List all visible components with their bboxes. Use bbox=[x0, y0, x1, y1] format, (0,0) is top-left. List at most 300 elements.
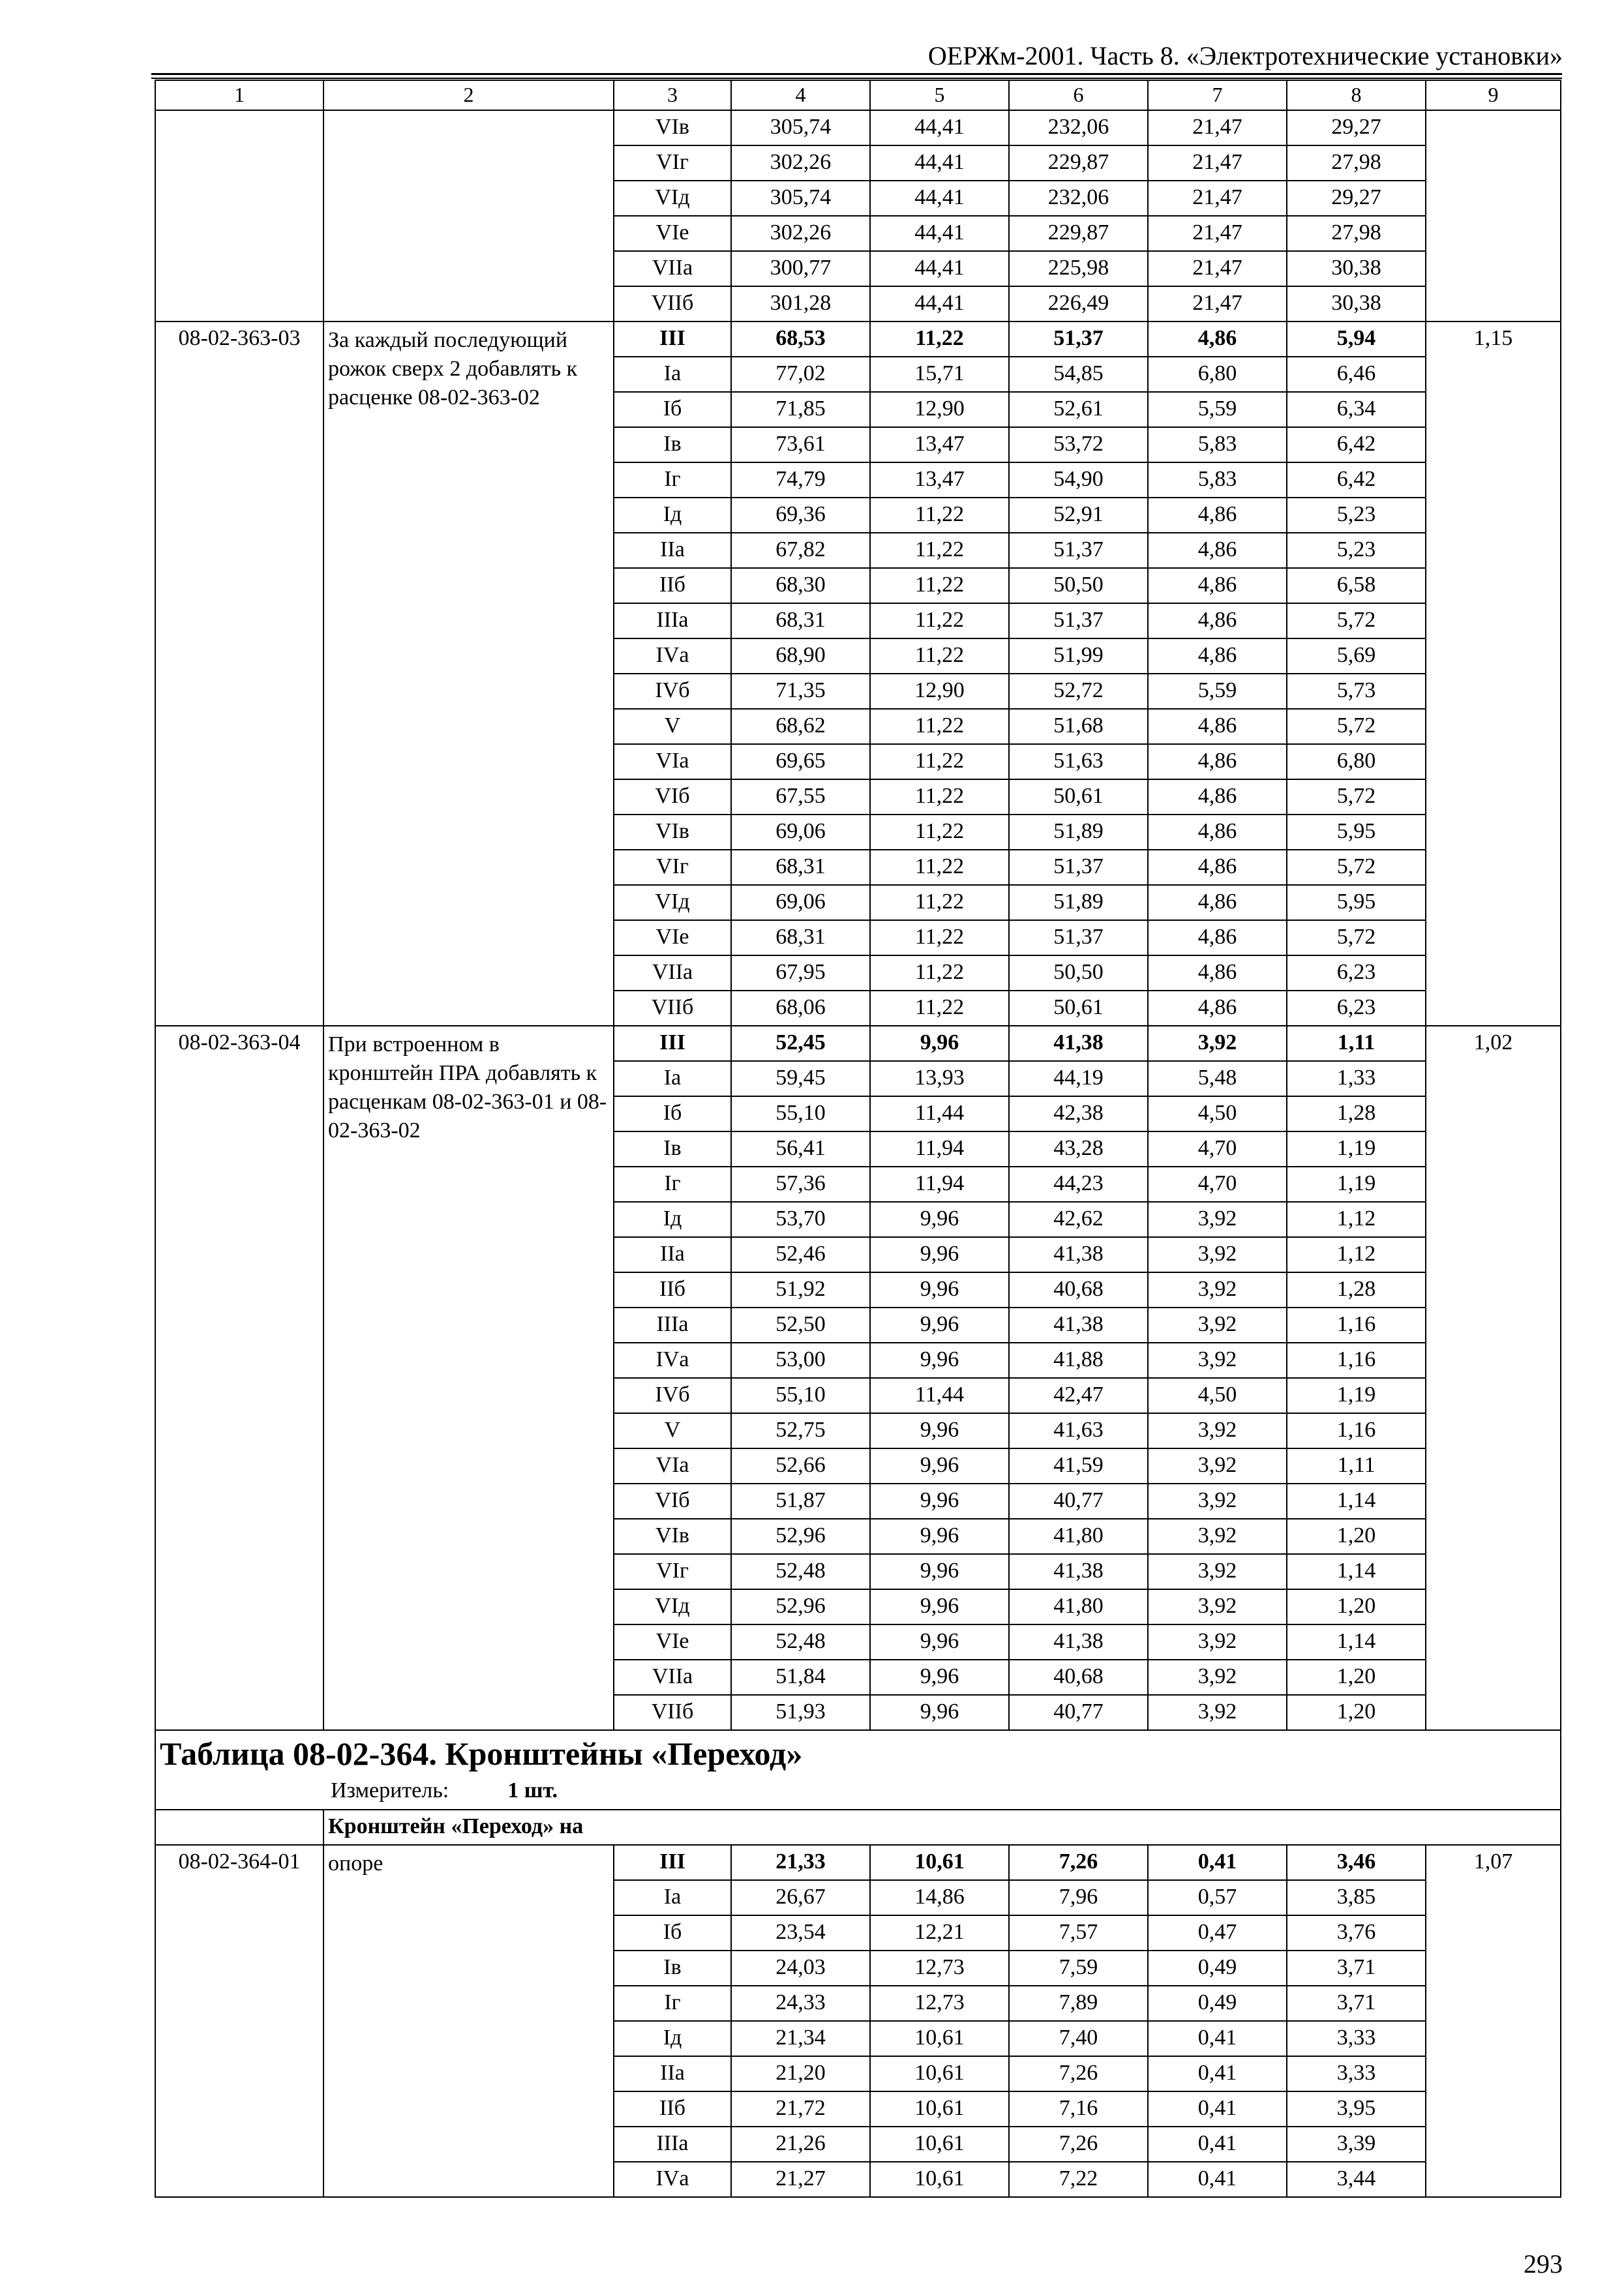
value-cell: 52,50 bbox=[731, 1308, 870, 1343]
value-cell: 3,92 bbox=[1148, 1202, 1287, 1237]
value-cell: 44,41 bbox=[870, 216, 1009, 251]
value-cell: 4,50 bbox=[1148, 1378, 1287, 1413]
value-cell: 59,45 bbox=[731, 1061, 870, 1096]
zone-cell: IIа bbox=[614, 2056, 731, 2091]
value-cell: 56,41 bbox=[731, 1131, 870, 1167]
zone-cell: VIIа bbox=[614, 251, 731, 286]
value-cell: 229,87 bbox=[1009, 216, 1148, 251]
table-row bbox=[155, 1845, 1561, 1880]
value-cell: 3,92 bbox=[1148, 1589, 1287, 1624]
value-cell: 42,38 bbox=[1009, 1096, 1148, 1131]
value-cell: 0,41 bbox=[1148, 2091, 1287, 2127]
zone-cell: VIа bbox=[614, 744, 731, 779]
value-cell: 55,10 bbox=[731, 1096, 870, 1131]
zone-cell: IIIа bbox=[614, 603, 731, 638]
value-cell: 4,86 bbox=[1148, 638, 1287, 674]
value-cell: 3,39 bbox=[1287, 2127, 1426, 2162]
value-cell: 69,06 bbox=[731, 815, 870, 850]
zone-cell: VIе bbox=[614, 920, 731, 955]
value-cell: 5,83 bbox=[1148, 462, 1287, 498]
zone-cell: IIIа bbox=[614, 1308, 731, 1343]
value-cell: 26,67 bbox=[731, 1880, 870, 1915]
zone-cell: V bbox=[614, 709, 731, 744]
value-cell: 41,80 bbox=[1009, 1519, 1148, 1554]
value-cell: 6,23 bbox=[1287, 991, 1426, 1026]
value-cell: 73,61 bbox=[731, 427, 870, 462]
value-cell: 10,61 bbox=[870, 2056, 1009, 2091]
zone-cell: VIа bbox=[614, 1448, 731, 1484]
value-cell: 44,23 bbox=[1009, 1167, 1148, 1202]
column-number-row bbox=[155, 80, 1561, 110]
value-cell: 41,38 bbox=[1009, 1554, 1148, 1589]
value-cell: 3,92 bbox=[1148, 1519, 1287, 1554]
value-cell: 44,41 bbox=[870, 251, 1009, 286]
value-cell: 3,92 bbox=[1148, 1695, 1287, 1730]
value-cell: 4,86 bbox=[1148, 744, 1287, 779]
value-cell: 9,96 bbox=[870, 1660, 1009, 1695]
value-cell: 5,72 bbox=[1287, 850, 1426, 885]
value-cell: 12,73 bbox=[870, 1986, 1009, 2021]
value-cell: 23,54 bbox=[731, 1915, 870, 1951]
page-number: 293 bbox=[1524, 2249, 1563, 2279]
value-cell: 51,99 bbox=[1009, 638, 1148, 674]
rate-code: 08-02-364-01 bbox=[155, 1845, 323, 2197]
zone-cell: Iа bbox=[614, 357, 731, 392]
value-cell: 52,46 bbox=[731, 1237, 870, 1272]
value-cell: 301,28 bbox=[731, 286, 870, 322]
value-cell: 9,96 bbox=[870, 1554, 1009, 1589]
value-cell: 21,27 bbox=[731, 2162, 870, 2197]
value-cell: 7,16 bbox=[1009, 2091, 1148, 2127]
value-cell: 41,88 bbox=[1009, 1343, 1148, 1378]
value-cell: 3,85 bbox=[1287, 1880, 1426, 1915]
zone-cell: V bbox=[614, 1413, 731, 1448]
value-cell: 10,61 bbox=[870, 2091, 1009, 2127]
value-cell: 302,26 bbox=[731, 145, 870, 181]
value-cell: 54,90 bbox=[1009, 462, 1148, 498]
value-cell: 3,95 bbox=[1287, 2091, 1426, 2127]
value-cell: 3,92 bbox=[1148, 1448, 1287, 1484]
header-rule bbox=[151, 73, 1562, 75]
value-cell: 1,19 bbox=[1287, 1378, 1426, 1413]
value-cell: 3,92 bbox=[1148, 1554, 1287, 1589]
column-number: 8 bbox=[1287, 80, 1426, 110]
value-cell: 3,92 bbox=[1148, 1026, 1287, 1061]
value-cell: 44,41 bbox=[870, 110, 1009, 145]
zone-cell: VIв bbox=[614, 110, 731, 145]
value-cell: 21,72 bbox=[731, 2091, 870, 2127]
value-cell: 6,42 bbox=[1287, 462, 1426, 498]
value-cell: 7,89 bbox=[1009, 1986, 1148, 2021]
zone-cell: VIб bbox=[614, 1484, 731, 1519]
value-cell: 52,66 bbox=[731, 1448, 870, 1484]
value-cell: 41,38 bbox=[1009, 1026, 1148, 1061]
value-cell: 11,22 bbox=[870, 991, 1009, 1026]
value-cell: 6,46 bbox=[1287, 357, 1426, 392]
value-cell: 1,20 bbox=[1287, 1589, 1426, 1624]
zone-cell: VIд bbox=[614, 1589, 731, 1624]
zone-cell: VIIб bbox=[614, 286, 731, 322]
value-cell: 4,70 bbox=[1148, 1167, 1287, 1202]
zone-cell: IVа bbox=[614, 2162, 731, 2197]
value-cell: 21,26 bbox=[731, 2127, 870, 2162]
value-cell: 51,63 bbox=[1009, 744, 1148, 779]
value-cell: 5,94 bbox=[1287, 322, 1426, 357]
zone-cell: Iд bbox=[614, 498, 731, 533]
value-cell: 9,96 bbox=[870, 1519, 1009, 1554]
value-cell: 1,19 bbox=[1287, 1131, 1426, 1167]
value-cell: 51,37 bbox=[1009, 322, 1148, 357]
zone-cell: IIа bbox=[614, 1237, 731, 1272]
value-cell: 5,23 bbox=[1287, 533, 1426, 568]
value-cell: 52,75 bbox=[731, 1413, 870, 1448]
value-cell: 21,47 bbox=[1148, 251, 1287, 286]
value-cell: 67,95 bbox=[731, 955, 870, 991]
value-cell: 11,94 bbox=[870, 1131, 1009, 1167]
value-cell: 68,30 bbox=[731, 568, 870, 603]
value-cell: 1,16 bbox=[1287, 1413, 1426, 1448]
value-cell: 77,02 bbox=[731, 357, 870, 392]
zone-cell: VIг bbox=[614, 850, 731, 885]
value-cell: 4,86 bbox=[1148, 920, 1287, 955]
zone-cell: VIг bbox=[614, 145, 731, 181]
value-cell: 3,76 bbox=[1287, 1915, 1426, 1951]
value-cell: 30,38 bbox=[1287, 286, 1426, 322]
value-cell: 53,72 bbox=[1009, 427, 1148, 462]
zone-cell: Iб bbox=[614, 1915, 731, 1951]
zone-cell: VIд bbox=[614, 885, 731, 920]
zone-cell: III bbox=[614, 322, 731, 357]
value-cell: 9,96 bbox=[870, 1484, 1009, 1519]
value-cell: 9,96 bbox=[870, 1624, 1009, 1660]
value-cell: 68,90 bbox=[731, 638, 870, 674]
value-cell: 74,79 bbox=[731, 462, 870, 498]
value-cell: 4,86 bbox=[1148, 955, 1287, 991]
coefficient-cell: 1,02 bbox=[1426, 1026, 1561, 1730]
zone-cell: VIIа bbox=[614, 955, 731, 991]
zone-cell: Iв bbox=[614, 1951, 731, 1986]
value-cell: 232,06 bbox=[1009, 110, 1148, 145]
subheading: Кронштейн «Переход» на bbox=[323, 1810, 1561, 1845]
value-cell: 11,22 bbox=[870, 885, 1009, 920]
value-cell: 40,68 bbox=[1009, 1660, 1148, 1695]
value-cell: 9,96 bbox=[870, 1343, 1009, 1378]
value-cell: 69,36 bbox=[731, 498, 870, 533]
value-cell: 10,61 bbox=[870, 2127, 1009, 2162]
zone-cell: IIб bbox=[614, 568, 731, 603]
value-cell: 69,65 bbox=[731, 744, 870, 779]
value-cell: 1,28 bbox=[1287, 1272, 1426, 1308]
value-cell: 50,61 bbox=[1009, 779, 1148, 815]
value-cell: 3,92 bbox=[1148, 1413, 1287, 1448]
table-row bbox=[155, 1026, 1561, 1061]
value-cell: 6,42 bbox=[1287, 427, 1426, 462]
value-cell: 12,90 bbox=[870, 674, 1009, 709]
column-number: 6 bbox=[1009, 80, 1148, 110]
value-cell: 21,47 bbox=[1148, 145, 1287, 181]
value-cell: 44,41 bbox=[870, 145, 1009, 181]
value-cell: 52,48 bbox=[731, 1554, 870, 1589]
value-cell: 226,49 bbox=[1009, 286, 1148, 322]
value-cell: 67,55 bbox=[731, 779, 870, 815]
value-cell: 40,77 bbox=[1009, 1484, 1148, 1519]
value-cell: 21,47 bbox=[1148, 286, 1287, 322]
value-cell: 0,47 bbox=[1148, 1915, 1287, 1951]
value-cell: 51,92 bbox=[731, 1272, 870, 1308]
value-cell: 27,98 bbox=[1287, 216, 1426, 251]
value-cell: 305,74 bbox=[731, 181, 870, 216]
value-cell: 4,86 bbox=[1148, 885, 1287, 920]
value-cell: 71,85 bbox=[731, 392, 870, 427]
value-cell: 5,83 bbox=[1148, 427, 1287, 462]
value-cell: 5,95 bbox=[1287, 885, 1426, 920]
value-cell: 12,73 bbox=[870, 1951, 1009, 1986]
zone-cell: VIIб bbox=[614, 1695, 731, 1730]
value-cell: 0,57 bbox=[1148, 1880, 1287, 1915]
value-cell: 24,03 bbox=[731, 1951, 870, 1986]
value-cell: 21,20 bbox=[731, 2056, 870, 2091]
value-cell: 4,86 bbox=[1148, 779, 1287, 815]
value-cell: 41,38 bbox=[1009, 1237, 1148, 1272]
value-cell: 41,80 bbox=[1009, 1589, 1148, 1624]
value-cell: 9,96 bbox=[870, 1448, 1009, 1484]
value-cell: 11,22 bbox=[870, 920, 1009, 955]
value-cell: 13,93 bbox=[870, 1061, 1009, 1096]
rate-code bbox=[155, 110, 323, 322]
value-cell: 225,98 bbox=[1009, 251, 1148, 286]
rate-description: За каждый последующий рожок сверх 2 добавлять к расценке 08-02-363-02 bbox=[323, 322, 614, 1026]
value-cell: 6,80 bbox=[1148, 357, 1287, 392]
zone-cell: VIIа bbox=[614, 1660, 731, 1695]
value-cell: 30,38 bbox=[1287, 251, 1426, 286]
value-cell: 41,59 bbox=[1009, 1448, 1148, 1484]
value-cell: 4,50 bbox=[1148, 1096, 1287, 1131]
column-number: 2 bbox=[323, 80, 614, 110]
value-cell: 5,69 bbox=[1287, 638, 1426, 674]
coefficient-cell bbox=[1426, 110, 1561, 322]
zone-cell: Iг bbox=[614, 1986, 731, 2021]
value-cell: 3,46 bbox=[1287, 1845, 1426, 1880]
value-cell: 3,92 bbox=[1148, 1272, 1287, 1308]
value-cell: 9,96 bbox=[870, 1413, 1009, 1448]
value-cell: 68,62 bbox=[731, 709, 870, 744]
value-cell: 4,70 bbox=[1148, 1131, 1287, 1167]
rate-code: 08-02-363-04 bbox=[155, 1026, 323, 1730]
value-cell: 7,96 bbox=[1009, 1880, 1148, 1915]
value-cell: 54,85 bbox=[1009, 357, 1148, 392]
value-cell: 3,71 bbox=[1287, 1986, 1426, 2021]
zone-cell: Iа bbox=[614, 1061, 731, 1096]
zone-cell: Iб bbox=[614, 1096, 731, 1131]
value-cell: 41,38 bbox=[1009, 1624, 1148, 1660]
value-cell: 9,96 bbox=[870, 1026, 1009, 1061]
value-cell: 69,06 bbox=[731, 885, 870, 920]
value-cell: 5,72 bbox=[1287, 779, 1426, 815]
value-cell: 15,71 bbox=[870, 357, 1009, 392]
value-cell: 229,87 bbox=[1009, 145, 1148, 181]
rate-code: 08-02-363-03 bbox=[155, 322, 323, 1026]
column-number: 1 bbox=[155, 80, 323, 110]
value-cell: 7,57 bbox=[1009, 1915, 1148, 1951]
value-cell: 11,22 bbox=[870, 850, 1009, 885]
value-cell: 6,58 bbox=[1287, 568, 1426, 603]
value-cell: 1,33 bbox=[1287, 1061, 1426, 1096]
value-cell: 5,72 bbox=[1287, 920, 1426, 955]
value-cell: 4,86 bbox=[1148, 603, 1287, 638]
value-cell: 67,82 bbox=[731, 533, 870, 568]
value-cell: 53,70 bbox=[731, 1202, 870, 1237]
value-cell: 50,61 bbox=[1009, 991, 1148, 1026]
rate-description bbox=[323, 110, 614, 322]
value-cell: 7,26 bbox=[1009, 2056, 1148, 2091]
value-cell: 51,68 bbox=[1009, 709, 1148, 744]
value-cell: 1,12 bbox=[1287, 1202, 1426, 1237]
zone-cell: VIе bbox=[614, 1624, 731, 1660]
value-cell: 11,22 bbox=[870, 709, 1009, 744]
zone-cell: Iб bbox=[614, 392, 731, 427]
zone-cell: Iв bbox=[614, 1131, 731, 1167]
column-number: 9 bbox=[1426, 80, 1561, 110]
value-cell: 51,37 bbox=[1009, 533, 1148, 568]
value-cell: 11,22 bbox=[870, 533, 1009, 568]
value-cell: 4,86 bbox=[1148, 498, 1287, 533]
value-cell: 9,96 bbox=[870, 1308, 1009, 1343]
zone-cell: VIв bbox=[614, 815, 731, 850]
zone-cell: VIе bbox=[614, 216, 731, 251]
value-cell: 51,84 bbox=[731, 1660, 870, 1695]
column-number: 4 bbox=[731, 80, 870, 110]
zone-cell: IVб bbox=[614, 1378, 731, 1413]
value-cell: 0,41 bbox=[1148, 2162, 1287, 2197]
value-cell: 11,22 bbox=[870, 815, 1009, 850]
value-cell: 12,21 bbox=[870, 1915, 1009, 1951]
value-cell: 7,40 bbox=[1009, 2021, 1148, 2056]
value-cell: 1,14 bbox=[1287, 1554, 1426, 1589]
value-cell: 11,22 bbox=[870, 603, 1009, 638]
table-title-row bbox=[155, 1730, 1561, 1810]
value-cell: 52,91 bbox=[1009, 498, 1148, 533]
value-cell: 42,47 bbox=[1009, 1378, 1148, 1413]
value-cell: 52,96 bbox=[731, 1589, 870, 1624]
value-cell: 68,31 bbox=[731, 603, 870, 638]
column-number: 5 bbox=[870, 80, 1009, 110]
value-cell: 11,22 bbox=[870, 744, 1009, 779]
value-cell: 9,96 bbox=[870, 1237, 1009, 1272]
value-cell: 1,16 bbox=[1287, 1308, 1426, 1343]
value-cell: 29,27 bbox=[1287, 110, 1426, 145]
value-cell: 1,19 bbox=[1287, 1167, 1426, 1202]
value-cell: 51,37 bbox=[1009, 920, 1148, 955]
value-cell: 52,72 bbox=[1009, 674, 1148, 709]
zone-cell: VIIб bbox=[614, 991, 731, 1026]
value-cell: 4,86 bbox=[1148, 709, 1287, 744]
value-cell: 5,72 bbox=[1287, 709, 1426, 744]
value-cell: 57,36 bbox=[731, 1167, 870, 1202]
value-cell: 6,34 bbox=[1287, 392, 1426, 427]
zone-cell: Iг bbox=[614, 462, 731, 498]
value-cell: 51,89 bbox=[1009, 885, 1148, 920]
value-cell: 40,68 bbox=[1009, 1272, 1148, 1308]
value-cell: 21,47 bbox=[1148, 110, 1287, 145]
value-cell: 55,10 bbox=[731, 1378, 870, 1413]
value-cell: 1,14 bbox=[1287, 1624, 1426, 1660]
zone-cell: IVа bbox=[614, 638, 731, 674]
value-cell: 10,61 bbox=[870, 1845, 1009, 1880]
value-cell: 3,33 bbox=[1287, 2056, 1426, 2091]
running-header: ОЕРЖм-2001. Часть 8. «Электротехнические установки» bbox=[927, 41, 1563, 70]
rate-description: При встроенном в кронштейн ПРА добавлять к расценкам 08-02-363-01 и 08-02-363-02 bbox=[323, 1026, 614, 1730]
value-cell: 21,47 bbox=[1148, 216, 1287, 251]
value-cell: 7,22 bbox=[1009, 2162, 1148, 2197]
header-rule-thin bbox=[151, 78, 1562, 79]
zone-cell: IIа bbox=[614, 533, 731, 568]
table-row bbox=[155, 322, 1561, 357]
value-cell: 68,06 bbox=[731, 991, 870, 1026]
value-cell: 21,33 bbox=[731, 1845, 870, 1880]
value-cell: 5,72 bbox=[1287, 603, 1426, 638]
value-cell: 14,86 bbox=[870, 1880, 1009, 1915]
value-cell: 5,59 bbox=[1148, 674, 1287, 709]
value-cell: 302,26 bbox=[731, 216, 870, 251]
value-cell: 0,41 bbox=[1148, 1845, 1287, 1880]
value-cell: 9,96 bbox=[870, 1272, 1009, 1308]
value-cell: 232,06 bbox=[1009, 181, 1148, 216]
value-cell: 11,94 bbox=[870, 1167, 1009, 1202]
value-cell: 6,80 bbox=[1287, 744, 1426, 779]
value-cell: 3,92 bbox=[1148, 1624, 1287, 1660]
value-cell: 13,47 bbox=[870, 427, 1009, 462]
value-cell: 29,27 bbox=[1287, 181, 1426, 216]
value-cell: 300,77 bbox=[731, 251, 870, 286]
value-cell: 11,44 bbox=[870, 1378, 1009, 1413]
value-cell: 7,26 bbox=[1009, 2127, 1148, 2162]
zone-cell: Iд bbox=[614, 2021, 731, 2056]
zone-cell: IVб bbox=[614, 674, 731, 709]
value-cell: 44,19 bbox=[1009, 1061, 1148, 1096]
value-cell: 5,73 bbox=[1287, 674, 1426, 709]
unit-label: Измеритель: bbox=[331, 1778, 449, 1803]
value-cell: 50,50 bbox=[1009, 568, 1148, 603]
value-cell: 9,96 bbox=[870, 1695, 1009, 1730]
value-cell: 24,33 bbox=[731, 1986, 870, 2021]
column-number: 7 bbox=[1148, 80, 1287, 110]
zone-cell: Iд bbox=[614, 1202, 731, 1237]
value-cell: 44,41 bbox=[870, 286, 1009, 322]
value-cell: 51,89 bbox=[1009, 815, 1148, 850]
coefficient-cell: 1,15 bbox=[1426, 322, 1561, 1026]
value-cell: 3,71 bbox=[1287, 1951, 1426, 1986]
unit-line bbox=[160, 1776, 1556, 1805]
value-cell: 305,74 bbox=[731, 110, 870, 145]
zone-cell: IVа bbox=[614, 1343, 731, 1378]
value-cell: 5,95 bbox=[1287, 815, 1426, 850]
zone-cell: Iв bbox=[614, 427, 731, 462]
value-cell: 7,26 bbox=[1009, 1845, 1148, 1880]
value-cell: 4,86 bbox=[1148, 991, 1287, 1026]
value-cell: 1,20 bbox=[1287, 1519, 1426, 1554]
value-cell: 51,93 bbox=[731, 1695, 870, 1730]
zone-cell: VIв bbox=[614, 1519, 731, 1554]
rate-description: опоре bbox=[323, 1845, 614, 2197]
value-cell: 1,16 bbox=[1287, 1343, 1426, 1378]
value-cell: 1,20 bbox=[1287, 1695, 1426, 1730]
value-cell: 9,96 bbox=[870, 1202, 1009, 1237]
value-cell: 68,31 bbox=[731, 850, 870, 885]
value-cell: 1,28 bbox=[1287, 1096, 1426, 1131]
value-cell: 3,92 bbox=[1148, 1237, 1287, 1272]
value-cell: 68,31 bbox=[731, 920, 870, 955]
value-cell: 11,22 bbox=[870, 955, 1009, 991]
